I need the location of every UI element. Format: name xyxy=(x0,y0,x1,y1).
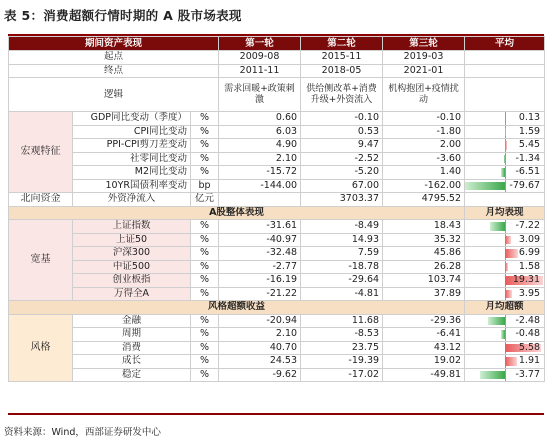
value-cell: -2.77 xyxy=(219,260,301,274)
value-cell: -5.20 xyxy=(301,166,383,180)
value-cell: 40.70 xyxy=(219,341,301,355)
header-period: 期间资产表现 xyxy=(9,37,219,51)
table-row xyxy=(9,220,545,234)
value-cell: -8.53 xyxy=(301,328,383,342)
value-cell: -29.36 xyxy=(383,314,465,328)
index-label: 沪深300 xyxy=(73,247,191,261)
empty-cell xyxy=(465,64,545,78)
style-label: 周期 xyxy=(73,328,191,342)
section-avg-heading: 月均表现 xyxy=(465,206,545,220)
average-value: 19.31 xyxy=(512,274,541,286)
table-row xyxy=(9,166,545,180)
value-cell: -18.78 xyxy=(301,260,383,274)
table-row xyxy=(9,328,545,342)
end-label: 终点 xyxy=(9,64,219,78)
value-cell: -2.52 xyxy=(301,152,383,166)
indicator-label: 外资净流入 xyxy=(73,193,191,207)
value-cell: 3703.37 xyxy=(301,193,383,207)
unit-cell: % xyxy=(191,139,219,153)
unit-cell: % xyxy=(191,287,219,301)
table-row xyxy=(9,206,545,220)
unit-cell: % xyxy=(191,112,219,126)
table-row xyxy=(9,37,545,51)
average-cell xyxy=(465,220,545,234)
average-cell xyxy=(465,260,545,274)
value-cell: -8.49 xyxy=(301,220,383,234)
value-cell: -0.10 xyxy=(383,112,465,126)
unit-cell: % xyxy=(191,368,219,382)
average-value: 1.58 xyxy=(518,260,541,272)
style-label: 成长 xyxy=(73,355,191,369)
unit-cell: % xyxy=(191,233,219,247)
index-label: 万得全A xyxy=(73,287,191,301)
average-value: -6.51 xyxy=(515,166,541,178)
indicator-label: 社零同比变动 xyxy=(73,152,191,166)
table-row xyxy=(9,260,545,274)
unit-cell: % xyxy=(191,314,219,328)
value-cell: 0.60 xyxy=(219,112,301,126)
value-cell: 6.03 xyxy=(219,125,301,139)
indicator-label: 10YR国债利率变动 xyxy=(73,179,191,193)
unit-cell: % xyxy=(191,152,219,166)
unit-cell: bp xyxy=(191,179,219,193)
source-note: 资料来源：Wind，西部证券研发中心 xyxy=(4,427,161,438)
start-value: 2015-11 xyxy=(301,51,383,65)
value-cell: -17.02 xyxy=(301,368,383,382)
average-value: 6.99 xyxy=(518,247,541,259)
indicator-label: GDP同比变动（季度） xyxy=(73,112,191,126)
value-cell: 35.32 xyxy=(383,233,465,247)
average-cell xyxy=(465,166,545,180)
table-row xyxy=(9,368,545,382)
table-row xyxy=(9,78,545,112)
value-cell: 4.90 xyxy=(219,139,301,153)
average-value: 0.13 xyxy=(518,112,541,124)
value-cell: 4795.52 xyxy=(383,193,465,207)
value-cell: 19.02 xyxy=(383,355,465,369)
value-cell: 9.47 xyxy=(301,139,383,153)
average-cell xyxy=(465,247,545,261)
category-wide: 宽基 xyxy=(9,220,73,301)
average-cell xyxy=(465,152,545,166)
start-label: 起点 xyxy=(9,51,219,65)
unit-cell: % xyxy=(191,247,219,261)
indicator-label: M2同比变动 xyxy=(73,166,191,180)
average-value: 5.45 xyxy=(518,139,541,151)
unit-cell: % xyxy=(191,328,219,342)
average-value: -1.34 xyxy=(515,152,541,164)
section-avg-heading: 月均超额 xyxy=(465,301,545,315)
average-cell xyxy=(465,314,545,328)
value-cell: 26.28 xyxy=(383,260,465,274)
average-value: -2.48 xyxy=(515,314,541,326)
value-cell: -49.81 xyxy=(383,368,465,382)
performance-table xyxy=(8,36,545,382)
value-cell: -21.22 xyxy=(219,287,301,301)
start-value: 2019-03 xyxy=(383,51,465,65)
value-cell: -20.94 xyxy=(219,314,301,328)
category-north: 北向资金 xyxy=(9,193,73,207)
table-row xyxy=(9,233,545,247)
header-col: 平均 xyxy=(465,37,545,51)
value-cell: -16.19 xyxy=(219,274,301,288)
end-value: 2021-01 xyxy=(383,64,465,78)
category-macro: 宏观特征 xyxy=(9,112,73,193)
indicator-label: PPI-CPI剪刀差变动 xyxy=(73,139,191,153)
value-cell: -1.80 xyxy=(383,125,465,139)
table-row xyxy=(9,274,545,288)
value-cell: 24.53 xyxy=(219,355,301,369)
average-cell xyxy=(465,355,545,369)
average-cell xyxy=(465,233,545,247)
end-value: 2018-05 xyxy=(301,64,383,78)
value-cell: -0.10 xyxy=(301,112,383,126)
section-heading: 风格超额收益 xyxy=(9,301,465,315)
index-label: 上证50 xyxy=(73,233,191,247)
average-value: -0.48 xyxy=(515,328,541,340)
header-col: 第一轮 xyxy=(219,37,301,51)
value-cell: -9.62 xyxy=(219,368,301,382)
value-cell: -4.81 xyxy=(301,287,383,301)
value-cell: -31.61 xyxy=(219,220,301,234)
average-cell xyxy=(465,112,545,126)
table-row xyxy=(9,193,545,207)
value-cell: 2.10 xyxy=(219,152,301,166)
value-cell: 2.00 xyxy=(383,139,465,153)
value-cell: -32.48 xyxy=(219,247,301,261)
table-row xyxy=(9,287,545,301)
end-value: 2011-11 xyxy=(219,64,301,78)
style-label: 稳定 xyxy=(73,368,191,382)
logic-label: 逻辑 xyxy=(9,78,219,112)
average-cell xyxy=(465,368,545,382)
unit-cell: % xyxy=(191,355,219,369)
average-cell xyxy=(465,125,545,139)
value-cell: -40.97 xyxy=(219,233,301,247)
average-value: 3.09 xyxy=(518,233,541,245)
value-cell: 18.43 xyxy=(383,220,465,234)
table-row xyxy=(9,314,545,328)
empty-cell xyxy=(465,51,545,65)
value-cell: 0.53 xyxy=(301,125,383,139)
value-cell: 7.59 xyxy=(301,247,383,261)
average-value: 5.58 xyxy=(518,341,541,353)
index-label: 上证指数 xyxy=(73,220,191,234)
average-cell xyxy=(465,139,545,153)
value-cell: 11.68 xyxy=(301,314,383,328)
value-cell xyxy=(219,193,301,207)
average-value: 3.95 xyxy=(518,287,541,299)
average-value: -7.22 xyxy=(515,220,541,232)
table-title: 表 5：消费超额行情时期的 A 股市场表现 xyxy=(4,8,242,23)
value-cell: -29.64 xyxy=(301,274,383,288)
table-row xyxy=(9,51,545,65)
table-row xyxy=(9,64,545,78)
value-cell: 23.75 xyxy=(301,341,383,355)
empty-cell xyxy=(465,78,545,112)
average-cell xyxy=(465,287,545,301)
value-cell: -15.72 xyxy=(219,166,301,180)
table-row xyxy=(9,112,545,126)
bottom-rule xyxy=(8,413,544,415)
unit-cell: % xyxy=(191,260,219,274)
value-cell: 14.93 xyxy=(301,233,383,247)
value-cell: 43.12 xyxy=(383,341,465,355)
header-col: 第二轮 xyxy=(301,37,383,51)
category-style: 风格 xyxy=(9,314,73,382)
logic-value: 供给侧改革+消费升级+外资流入 xyxy=(301,78,383,112)
value-cell: 37.89 xyxy=(383,287,465,301)
unit-cell: % xyxy=(191,274,219,288)
value-cell: 103.74 xyxy=(383,274,465,288)
unit-cell: % xyxy=(191,220,219,234)
table-row xyxy=(9,179,545,193)
table-row xyxy=(9,247,545,261)
table-row xyxy=(9,301,545,315)
average-cell xyxy=(465,341,545,355)
average-value: 1.59 xyxy=(518,125,541,137)
average-cell xyxy=(465,328,545,342)
average-value: 1.91 xyxy=(518,355,541,367)
table-row xyxy=(9,355,545,369)
table-row xyxy=(9,139,545,153)
value-cell: -3.60 xyxy=(383,152,465,166)
indicator-label: CPI同比变动 xyxy=(73,125,191,139)
index-label: 中证500 xyxy=(73,260,191,274)
table-row xyxy=(9,152,545,166)
average-value: -79.67 xyxy=(509,179,541,191)
unit-cell: % xyxy=(191,341,219,355)
style-label: 金融 xyxy=(73,314,191,328)
logic-value: 需求回暖+政策刺激 xyxy=(219,78,301,112)
section-heading: A股整体表现 xyxy=(9,206,465,220)
unit-cell: % xyxy=(191,125,219,139)
start-value: 2009-08 xyxy=(219,51,301,65)
header-col: 第三轮 xyxy=(383,37,465,51)
value-cell: -144.00 xyxy=(219,179,301,193)
table-row xyxy=(9,341,545,355)
value-cell: 1.40 xyxy=(383,166,465,180)
value-cell: 2.10 xyxy=(219,328,301,342)
index-label: 创业板指 xyxy=(73,274,191,288)
unit-cell: % xyxy=(191,166,219,180)
table-row xyxy=(9,125,545,139)
style-label: 消费 xyxy=(73,341,191,355)
unit-cell: 亿元 xyxy=(191,193,219,207)
empty-cell xyxy=(465,193,545,207)
average-value: -3.77 xyxy=(515,368,541,380)
value-cell: -6.41 xyxy=(383,328,465,342)
value-cell: -162.00 xyxy=(383,179,465,193)
value-cell: -19.39 xyxy=(301,355,383,369)
value-cell: 45.86 xyxy=(383,247,465,261)
average-cell xyxy=(465,179,545,193)
value-cell: 67.00 xyxy=(301,179,383,193)
average-cell xyxy=(465,274,545,288)
logic-value: 机构抱团+疫情扰动 xyxy=(383,78,465,112)
